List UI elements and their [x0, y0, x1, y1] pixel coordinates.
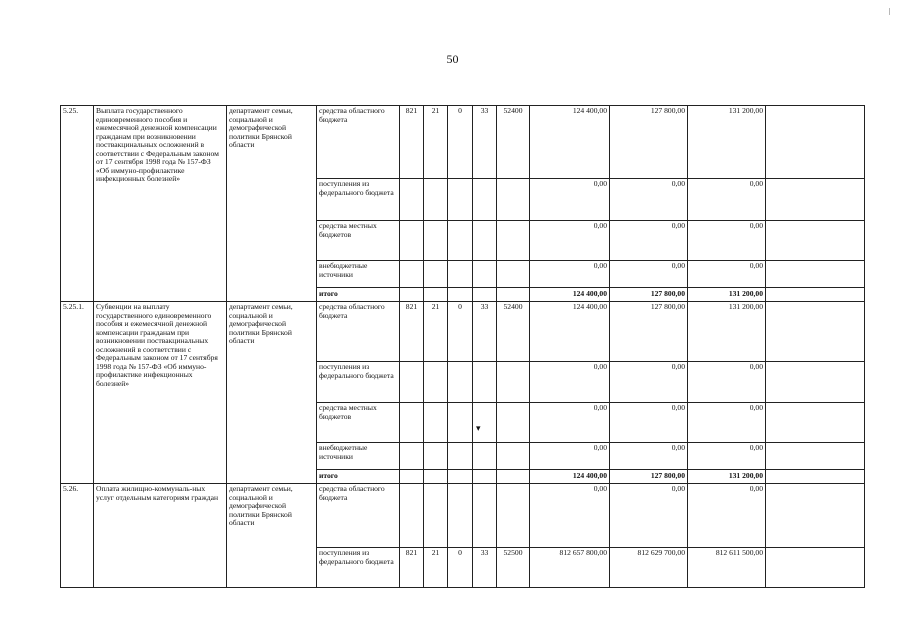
amount-y3: 131 200,00	[688, 288, 766, 302]
budget-code-c4	[473, 443, 497, 470]
item-name: Оплата жилищно-коммуналь-ных услуг отдельным категориям граждан	[94, 484, 227, 588]
margin-tick-mark	[889, 8, 890, 15]
budget-code-c5	[497, 179, 530, 221]
budget-code-c2: 21	[424, 302, 448, 362]
amount-y1: 0,00	[530, 221, 610, 261]
table-row	[61, 302, 865, 362]
funding-source: средства местных бюджетов	[317, 221, 400, 261]
budget-code-c2	[424, 179, 448, 221]
budget-code-c1	[400, 288, 424, 302]
amount-y1: 0,00	[530, 443, 610, 470]
item-executor: департамент семьи, социальной и демографической политики Брянской области	[227, 106, 317, 302]
budget-code-c3: 0	[448, 106, 473, 179]
stray-mark: ▾	[476, 423, 481, 433]
budget-code-c4	[473, 221, 497, 261]
budget-code-c3	[448, 470, 473, 484]
amount-y2: 127 800,00	[610, 106, 688, 179]
amount-y3: 131 200,00	[688, 302, 766, 362]
funding-source: внебюджетные источники	[317, 261, 400, 288]
budget-code-c2	[424, 470, 448, 484]
amount-y3: 0,00	[688, 261, 766, 288]
amount-y2: 0,00	[610, 484, 688, 548]
empty-cell	[766, 221, 865, 261]
funding-source: поступления из федерального бюджета	[317, 362, 400, 403]
amount-y1: 124 400,00	[530, 288, 610, 302]
budget-code-c3: 0	[448, 548, 473, 588]
budget-code-c5	[497, 362, 530, 403]
empty-cell	[766, 302, 865, 362]
amount-y2: 0,00	[610, 261, 688, 288]
budget-code-c4	[473, 362, 497, 403]
amount-y2: 127 800,00	[610, 288, 688, 302]
empty-cell	[766, 106, 865, 179]
budget-code-c3	[448, 221, 473, 261]
amount-y3: 812 611 500,00	[688, 548, 766, 588]
budget-code-c4	[473, 261, 497, 288]
item-name: Выплата государственного единовременного пособия и ежемесячной денежной компенсации гражданам при возникновении поствакцинальных осложнений в соответствии с Федеральным законом от 17 сентября 1998 года № 157-ФЗ «Об иммуно-профилактике инфекционных болезней»	[94, 106, 227, 302]
amount-y1: 0,00	[530, 261, 610, 288]
empty-cell	[766, 403, 865, 443]
budget-code-c1	[400, 470, 424, 484]
budget-code-c1	[400, 484, 424, 548]
budget-code-c2	[424, 443, 448, 470]
amount-y1: 812 657 800,00	[530, 548, 610, 588]
amount-y1: 0,00	[530, 362, 610, 403]
item-number: 5.25.	[61, 106, 94, 302]
budget-code-c5	[497, 470, 530, 484]
item-executor: департамент семьи, социальной и демографической политики Брянской области	[227, 484, 317, 588]
budget-code-c5	[497, 484, 530, 548]
amount-y3: 0,00	[688, 443, 766, 470]
budget-code-c2: 21	[424, 106, 448, 179]
amount-y3: 0,00	[688, 403, 766, 443]
budget-code-c5	[497, 221, 530, 261]
budget-code-c3	[448, 261, 473, 288]
page-number: 50	[446, 52, 459, 66]
funding-source: средства областного бюджета	[317, 484, 400, 548]
item-number: 5.26.	[61, 484, 94, 588]
amount-y2: 127 800,00	[610, 470, 688, 484]
budget-code-c5: 52400	[497, 106, 530, 179]
amount-y2: 0,00	[610, 221, 688, 261]
budget-code-c3	[448, 362, 473, 403]
amount-y3: 131 200,00	[688, 470, 766, 484]
amount-y1: 124 400,00	[530, 470, 610, 484]
funding-source: средства местных бюджетов	[317, 403, 400, 443]
budget-code-c1	[400, 403, 424, 443]
budget-code-c5: 52400	[497, 302, 530, 362]
amount-y3: 131 200,00	[688, 106, 766, 179]
empty-cell	[766, 484, 865, 548]
budget-code-c5: 52500	[497, 548, 530, 588]
empty-cell	[766, 288, 865, 302]
amount-y2: 127 800,00	[610, 302, 688, 362]
amount-y3: 0,00	[688, 179, 766, 221]
budget-code-c2	[424, 288, 448, 302]
amount-y2: 0,00	[610, 403, 688, 443]
empty-cell	[766, 261, 865, 288]
budget-code-c4: 33	[473, 548, 497, 588]
funding-source: средства областного бюджета	[317, 106, 400, 179]
budget-code-c3	[448, 288, 473, 302]
budget-table	[60, 105, 865, 588]
budget-code-c1	[400, 179, 424, 221]
empty-cell	[766, 548, 865, 588]
amount-y2: 0,00	[610, 443, 688, 470]
item-name: Субвенции на выплату государственного единовременного пособия и ежемесячной денежной компенсации гражданам при возникновении поствакцинальных осложнений в соответствии с Федеральным законом от 17 сентября 1998 года № 157-ФЗ «Об иммуно-профилактике инфекционных болезней»	[94, 302, 227, 484]
item-number: 5.25.1.	[61, 302, 94, 484]
amount-y2: 0,00	[610, 362, 688, 403]
budget-code-c4	[473, 470, 497, 484]
budget-code-c5	[497, 443, 530, 470]
budget-code-c1: 821	[400, 106, 424, 179]
amount-y2: 812 629 700,00	[610, 548, 688, 588]
budget-code-c5	[497, 288, 530, 302]
amount-y1: 0,00	[530, 179, 610, 221]
budget-code-c3	[448, 443, 473, 470]
budget-code-c4	[473, 484, 497, 548]
amount-y1: 124 400,00	[530, 302, 610, 362]
budget-code-c2	[424, 261, 448, 288]
item-executor: департамент семьи, социальной и демографической политики Брянской области	[227, 302, 317, 484]
funding-source: итого	[317, 288, 400, 302]
budget-code-c2	[424, 221, 448, 261]
budget-code-c5	[497, 403, 530, 443]
table-body	[61, 106, 865, 588]
amount-y2: 0,00	[610, 179, 688, 221]
amount-y1: 0,00	[530, 484, 610, 548]
budget-code-c3: 0	[448, 302, 473, 362]
budget-code-c3	[448, 179, 473, 221]
budget-code-c4: 33	[473, 106, 497, 179]
funding-source: поступления из федерального бюджета	[317, 179, 400, 221]
amount-y1: 124 400,00	[530, 106, 610, 179]
empty-cell	[766, 470, 865, 484]
budget-code-c4	[473, 288, 497, 302]
amount-y3: 0,00	[688, 221, 766, 261]
amount-y1: 0,00	[530, 403, 610, 443]
funding-source: средства областного бюджета	[317, 302, 400, 362]
budget-code-c1	[400, 443, 424, 470]
funding-source: итого	[317, 470, 400, 484]
budget-code-c1: 821	[400, 548, 424, 588]
budget-code-c4	[473, 179, 497, 221]
budget-code-c1	[400, 221, 424, 261]
budget-code-c5	[497, 261, 530, 288]
budget-code-c2: 21	[424, 548, 448, 588]
budget-code-c3	[448, 403, 473, 443]
budget-code-c2	[424, 362, 448, 403]
empty-cell	[766, 179, 865, 221]
funding-source: поступления из федерального бюджета	[317, 548, 400, 588]
budget-code-c2	[424, 484, 448, 548]
budget-code-c2	[424, 403, 448, 443]
budget-code-c1	[400, 261, 424, 288]
funding-source: внебюджетные источники	[317, 443, 400, 470]
budget-code-c4: 33	[473, 302, 497, 362]
empty-cell	[766, 443, 865, 470]
amount-y3: 0,00	[688, 484, 766, 548]
empty-cell	[766, 362, 865, 403]
budget-code-c3	[448, 484, 473, 548]
budget-code-c1: 821	[400, 302, 424, 362]
budget-code-c1	[400, 362, 424, 403]
amount-y3: 0,00	[688, 362, 766, 403]
table-row	[61, 106, 865, 179]
table-row	[61, 484, 865, 548]
